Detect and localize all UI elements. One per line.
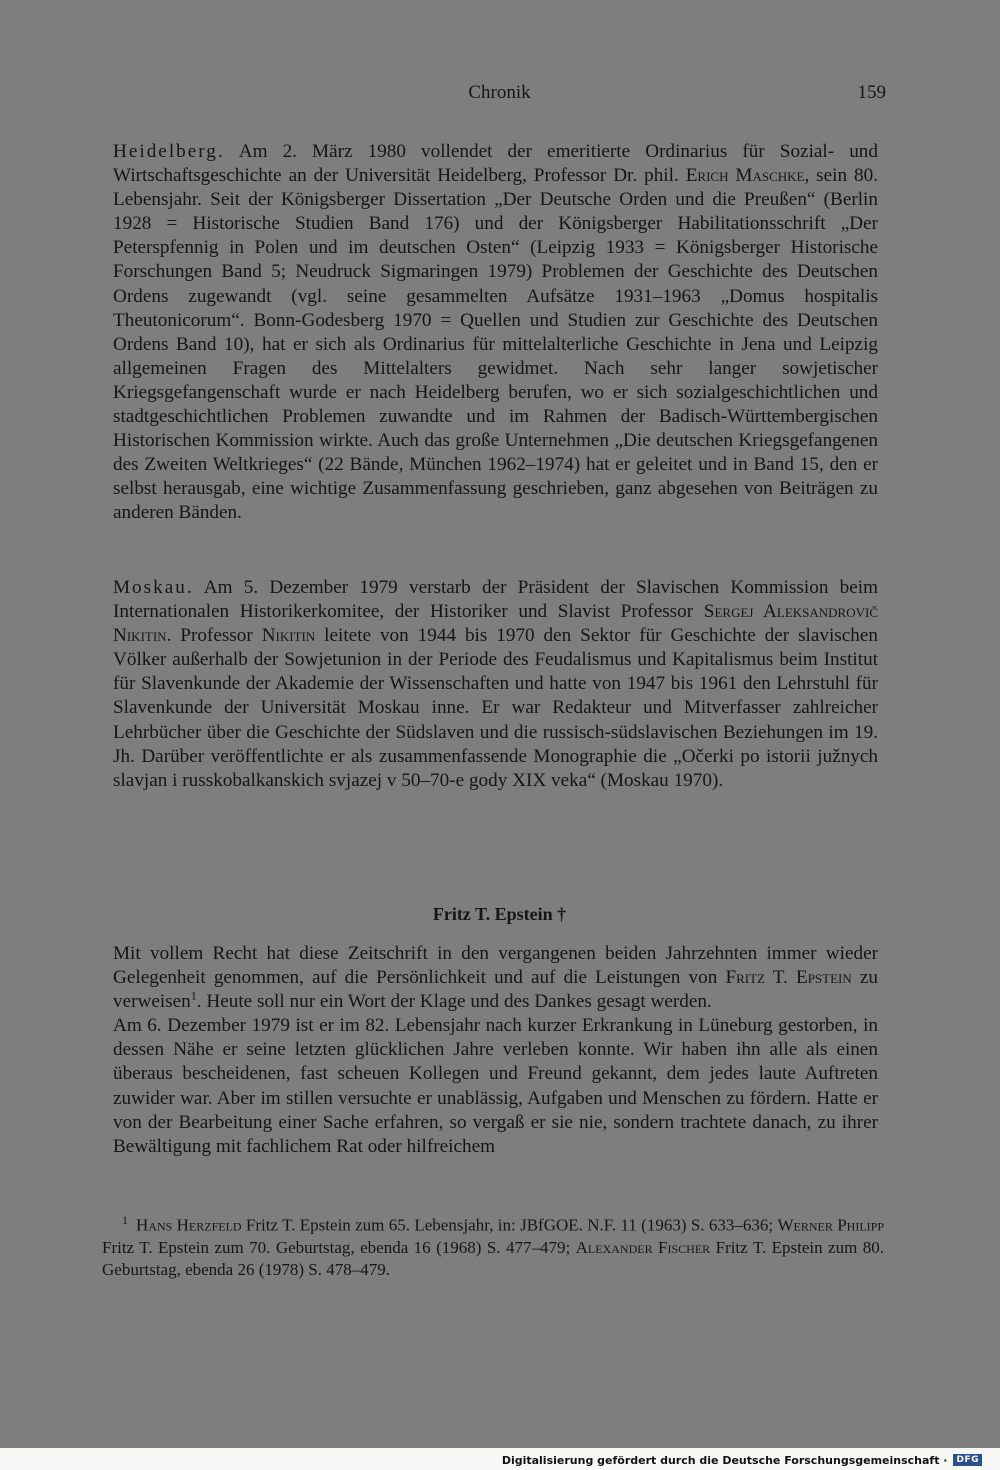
funding-note: Digitalisierung gefördert durch die Deutsche Forschungsgemeinschaft · (501, 1453, 948, 1467)
text-run: Fritz T. Epstein zum 70. Geburtstag, ebenda 16 (1968) S. 477–479; (102, 1237, 576, 1257)
obituary-body (113, 942, 878, 1159)
paragraph (113, 576, 878, 793)
place-name: Heidelberg. (113, 141, 225, 162)
paragraph (113, 942, 878, 1014)
dfg-logo-icon: DFG (953, 1454, 982, 1466)
paragraph: Am 6. Dezember 1979 ist er im 82. Lebensjahr nach kurzer Erkrankung in Lüneburg gestorben, in dessen Nähe er seine letzten glücklichen Jahre verleben konnte. Wir haben ihn alle als einen überaus bescheidenen, fast scheuen Kollegen und Freund gekannt, dem jedes laute Auftreten zuwider war. Aber im stillen versuchte er unablässig, Aufgaben und Menschen zu fördern. Hatte er von der Bearbeitung einer Sache erfahren, so vergaß er sie nie, sondern trachtete danach, zu ihrer Bewältigung mit fachlichem Rat oder hilfreichem (113, 1015, 878, 1157)
person-name: Nikitin (261, 625, 316, 647)
text-run: . Professor (166, 625, 262, 647)
footnote-reference: 1 (190, 988, 197, 1003)
text-run: Am 5. Dezember 1979 verstarb der Präsident der Slavischen Kommission beim Internationalen Historikerkomitee, der Historiker und Slavist Professor (113, 577, 878, 623)
text-run: Fritz T. Epstein zum 65. Lebensjahr, in: JBfGOE. N.F. 11 (1963) S. 633–636; (241, 1215, 778, 1235)
person-name: Fritz T. Epstein (725, 967, 852, 989)
paragraph (113, 140, 878, 526)
person-name: Erich Maschke (685, 165, 805, 187)
page-header (113, 82, 886, 110)
page-number: 159 (857, 82, 886, 103)
author-name: Hans Herzfeld (136, 1215, 242, 1235)
text-run: , sein 80. Lebensjahr. Seit der Königsberger Dissertation „Der Deutsche Orden und die Preußen“ (Berlin 1928 = Historische Studien Band 176) und der Königsberger Habilitationsschrift „Der Peterspfennig in Polen und im deutschen Osten“ (Leipzig 1933 = Königsberger Historische Forschungen Band 5; Neudruck Sigmaringen 1979) Problemen der Geschichte des Deutschen Ordens zugewandt (vgl. seine gesammelten Aufsätze 1931–1963 „Domus hospitalis Theutonicorum“. Bonn-Godesberg 1970 = Quellen und Studien zur Geschichte des Deutschen Ordens Band 10), hat er sich als Ordinarius für mittelalterliche Geschichte in Jena und Leipzig allgemeinen Fragen des Mittelalters gewidmet. Nach sehr langer sowjetischer Kriegsgefangenschaft wurde er nach Heidelberg berufen, wo er sich sozialgeschichtlichen und stadtgeschichtlichen Problemen zuwandte und im Rahmen der Badisch-Württembergischen Historischen Kommission wirkte. Auch das große Unternehmen „Die deutschen Kriegsgefangenen des Zweiten Weltkrieges“ (22 Bände, München 1962–1974) hat er geleitet und in Band 15, den er selbst herausgab, eine wichtige Zusammenfassung geschrieben, ganz abgesehen von Beiträgen zu anderen Bänden. (113, 165, 878, 524)
author-name: Werner Philipp (777, 1215, 885, 1235)
running-title: Chronik (468, 82, 531, 103)
obituary-title: Fritz T. Epstein † (432, 904, 567, 924)
text-run: leitete von 1944 bis 1970 den Sektor für Geschichte der slavischen Völker außerhalb der Sowjetunion in der Periode des Feudalismus und Kapitalismus beim Institut für Slavenkunde der Akademie der Wissenschaften und hatte von 1947 bis 1961 den Lehrstuhl für Slavenkunde der Universität Moskau inne. Er war Redakteur und Mitverfasser zahlreicher Lehrbücher über die Geschichte der Südslaven und die russisch-südslavischen Beziehungen im 19. Jh. Darüber veröffentlichte er als zusammenfassende Monographie die „Očerki po istorii južnych slavjan i russkobalkanskich svjazej v 50–70-e gody XIX veka“ (Moskau 1970). (113, 625, 878, 791)
text-run: Am 2. März 1980 vollendet der emeritierte Ordinarius für Sozial- und Wirtschaftsgeschichte an der Universität Heidelberg, Professor Dr. phil. (113, 141, 878, 187)
text-run: Mit vollem Recht hat diese Zeitschrift in den vergangenen beiden Jahrzehnten immer wieder Gelegenheit genommen, auf die Persönlichkeit und auf die Leistungen von (113, 943, 878, 989)
place-name: Moskau. (113, 577, 194, 598)
author-name: Alexander Fischer (575, 1237, 711, 1257)
text-run: . Heute soll nur ein Wort der Klage und des Dankes gesagt werden. (196, 991, 712, 1013)
chronicle-entry-heidelberg (113, 140, 878, 526)
footnote (102, 1209, 884, 1281)
chronicle-entry-moskau (113, 576, 878, 793)
text-run: zu verweisen (113, 967, 878, 1013)
text-run: Fritz T. Epstein zum 80. Geburtstag, ebenda 26 (1978) S. 478–479. (102, 1237, 884, 1279)
funding-footer (502, 1453, 982, 1467)
person-name: Sergej Aleksandrovič Nikitin (113, 601, 878, 647)
footnote-marker: 1 (122, 1213, 128, 1227)
